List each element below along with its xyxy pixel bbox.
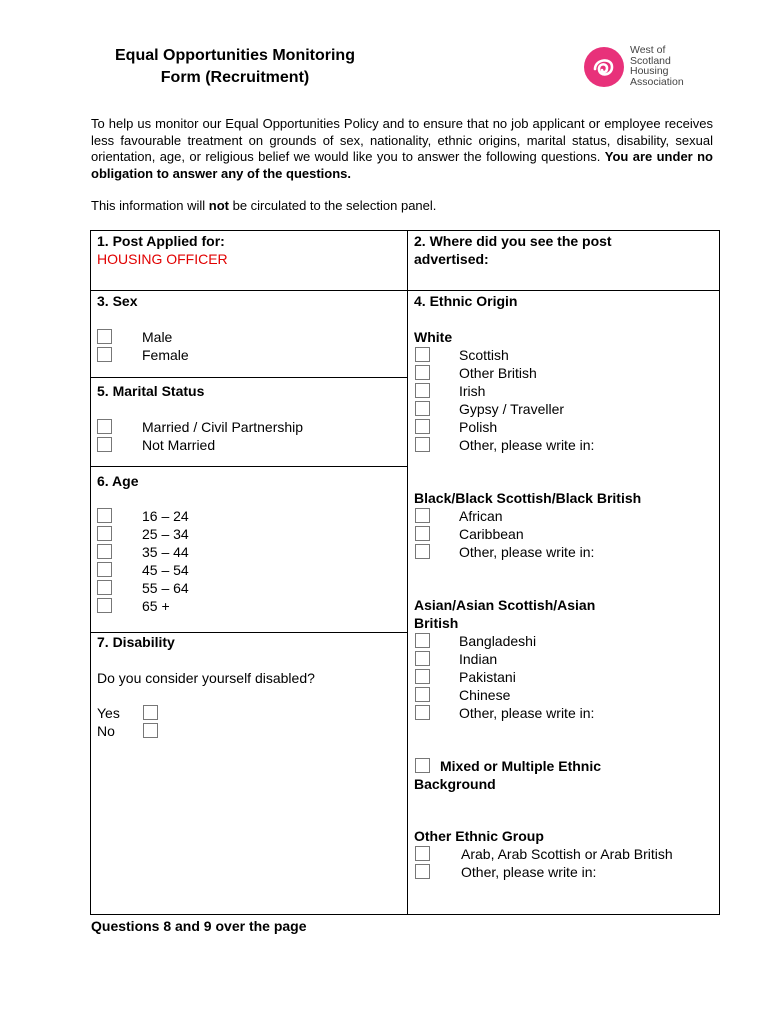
footer-note: Questions 8 and 9 over the page — [91, 918, 307, 934]
q1-label: 1. Post Applied for: — [97, 233, 225, 249]
info-paragraph — [91, 198, 436, 214]
option-caribbean: Caribbean — [459, 526, 524, 542]
checkbox-age-35-44[interactable] — [97, 544, 112, 559]
q2-label-line1: 2. Where did you see the post — [414, 233, 612, 249]
option-no: No — [97, 723, 115, 739]
checkbox-caribbean[interactable] — [415, 526, 430, 541]
logo-line4: Association — [630, 75, 684, 88]
option-irish: Irish — [459, 383, 486, 399]
checkbox-polish[interactable] — [415, 419, 430, 434]
option-asian-other: Other, please write in: — [459, 705, 595, 721]
option-age-45-54: 45 – 54 — [142, 562, 189, 578]
q5-label: 5. Marital Status — [97, 383, 205, 399]
checkbox-black-other[interactable] — [415, 544, 430, 559]
option-chinese: Chinese — [459, 687, 511, 703]
q4-label: 4. Ethnic Origin — [414, 293, 518, 309]
info-bold: not — [208, 198, 229, 213]
checkbox-other-ethnic-other[interactable] — [415, 864, 430, 879]
q2-label-line2: advertised: — [414, 251, 489, 267]
checkbox-female[interactable] — [97, 347, 112, 362]
checkbox-age-16-24[interactable] — [97, 508, 112, 523]
option-age-65-plus: 65 + — [142, 598, 170, 614]
checkbox-asian-other[interactable] — [415, 705, 430, 720]
option-other-ethnic-other: Other, please write in: — [461, 864, 597, 880]
checkbox-age-45-54[interactable] — [97, 562, 112, 577]
option-scottish: Scottish — [459, 347, 509, 363]
checkbox-chinese[interactable] — [415, 687, 430, 702]
option-other-british: Other British — [459, 365, 537, 381]
logo-line2: Scotland — [630, 54, 671, 67]
option-age-35-44: 35 – 44 — [142, 544, 189, 560]
checkbox-male[interactable] — [97, 329, 112, 344]
form-title — [80, 45, 390, 89]
option-female: Female — [142, 347, 189, 363]
checkbox-gypsy-traveller[interactable] — [415, 401, 430, 416]
checkbox-african[interactable] — [415, 508, 430, 523]
asian-heading — [414, 596, 595, 632]
logo-line1: West of — [630, 44, 666, 56]
checkbox-other-british[interactable] — [415, 365, 430, 380]
q7-label: 7. Disability — [97, 634, 175, 650]
checkbox-scottish[interactable] — [415, 347, 430, 362]
checkbox-white-other[interactable] — [415, 437, 430, 452]
option-indian: Indian — [459, 651, 498, 667]
checkbox-bangladeshi[interactable] — [415, 633, 430, 648]
option-not-married: Not Married — [142, 437, 216, 453]
checkbox-yes[interactable] — [143, 705, 158, 720]
option-arab: Arab, Arab Scottish or Arab British — [461, 846, 673, 862]
q3-label: 3. Sex — [97, 293, 138, 309]
swirl-logo-icon — [582, 45, 626, 89]
option-age-55-64: 55 – 64 — [142, 580, 189, 596]
black-heading: Black/Black Scottish/Black British — [414, 490, 642, 506]
monitoring-form-table — [90, 230, 720, 915]
checkbox-irish[interactable] — [415, 383, 430, 398]
checkbox-no[interactable] — [143, 723, 158, 738]
checkbox-age-65-plus[interactable] — [97, 598, 112, 613]
option-white-other: Other, please write in: — [459, 437, 595, 453]
info-post: be circulated to the selection panel. — [228, 198, 437, 213]
asian-heading-line2: British — [414, 615, 459, 631]
q1-post-applied — [97, 232, 228, 268]
option-married: Married / Civil Partnership — [142, 419, 304, 435]
option-gypsy-traveller: Gypsy / Traveller — [459, 401, 565, 417]
option-age-16-24: 16 – 24 — [142, 508, 189, 524]
mixed-heading-line1: Mixed or Multiple Ethnic — [440, 758, 602, 774]
other-ethnic-heading: Other Ethnic Group — [414, 828, 544, 844]
info-pre: This information will — [91, 198, 209, 213]
checkbox-arab[interactable] — [415, 846, 430, 861]
checkbox-age-55-64[interactable] — [97, 580, 112, 595]
logo-line3: Housing — [630, 65, 669, 77]
form-title-line2: Form (Recruitment) — [160, 69, 310, 86]
organisation-logo — [582, 43, 697, 93]
option-african: African — [459, 508, 503, 524]
checkbox-indian[interactable] — [415, 651, 430, 666]
row-divider — [91, 466, 407, 467]
option-black-other: Other, please write in: — [459, 544, 595, 560]
checkbox-age-25-34[interactable] — [97, 526, 112, 541]
q2-where-advertised — [414, 232, 612, 268]
intro-text: To help us monitor our Equal Opportunities Policy and to ensure that no job applicant or employee receives less favourable treatment on grounds of sex, nationality, ethnic origins, marital status, disability, sexual orientation, age, or religious belief we would like you to answer the following questions. — [91, 116, 713, 164]
option-age-25-34: 25 – 34 — [142, 526, 189, 542]
checkbox-mixed[interactable] — [415, 758, 430, 773]
q1-value: HOUSING OFFICER — [97, 251, 228, 267]
logo-text — [630, 45, 684, 87]
column-divider — [407, 231, 408, 914]
asian-heading-line1: Asian/Asian Scottish/Asian — [414, 597, 596, 613]
option-bangladeshi: Bangladeshi — [459, 633, 537, 649]
option-polish: Polish — [459, 419, 498, 435]
row-divider — [91, 290, 719, 291]
checkbox-not-married[interactable] — [97, 437, 112, 452]
mixed-heading-line2: Background — [414, 776, 496, 792]
form-title-line1: Equal Opportunities Monitoring — [115, 47, 355, 64]
checkbox-pakistani[interactable] — [415, 669, 430, 684]
option-yes: Yes — [97, 705, 120, 721]
q6-label: 6. Age — [97, 473, 139, 489]
row-divider — [91, 377, 407, 378]
intro-bold-text: You are under no obligation to answer any of the questions. — [91, 149, 713, 181]
option-male: Male — [142, 329, 173, 345]
checkbox-married[interactable] — [97, 419, 112, 434]
intro-paragraph — [91, 116, 713, 182]
option-pakistani: Pakistani — [459, 669, 516, 685]
q7-question: Do you consider yourself disabled? — [97, 670, 315, 686]
white-heading: White — [414, 329, 453, 345]
